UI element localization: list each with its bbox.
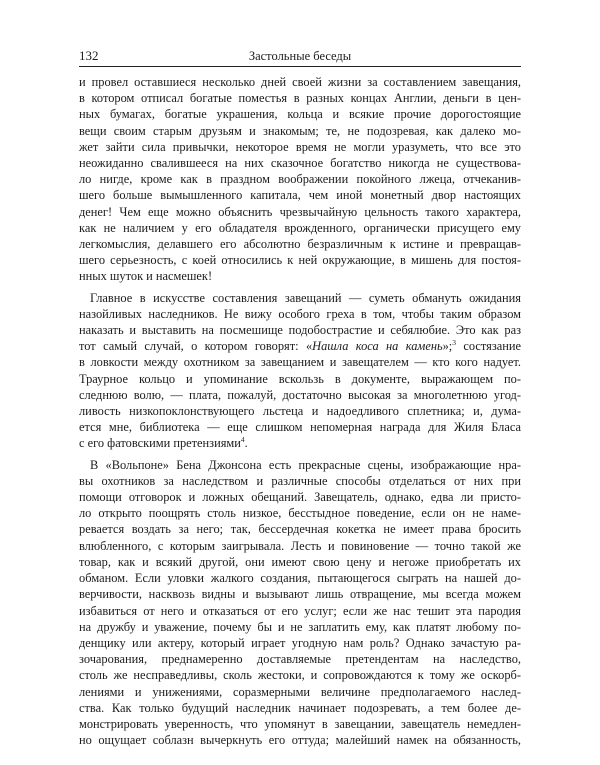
text-line bbox=[79, 435, 521, 451]
running-title: Застольные беседы bbox=[248, 49, 352, 63]
paragraph-2 bbox=[79, 290, 521, 452]
text-line: неожиданно свалившееся на них сказочное богатство никогда не существова- bbox=[79, 156, 521, 171]
body-text bbox=[79, 74, 521, 753]
text-fragment: . bbox=[244, 436, 248, 451]
text-line: следнюю волю, — плата, пожалуй, достаточно высокая за многолетнюю угод- bbox=[79, 387, 521, 402]
page-number: 132 bbox=[79, 48, 99, 63]
text-line: и провел оставшиеся несколько дней своей жизни за составлением завещания, bbox=[79, 75, 521, 89]
text-line: в котором отписал богатые поместья в разных концах Англии, деньги в цен- bbox=[79, 91, 521, 106]
text-line: нных шуток и насмешек! bbox=[79, 269, 213, 284]
text-line: вы охотников за наследством и различные способы отделаться от них при bbox=[79, 473, 521, 488]
text-line: обманом. Если уловки жалкого создания, пытающегося сыграть на нашей до- bbox=[79, 571, 521, 586]
text-line: вещи своим старым друзьям и знакомым; те, не подозревая, как далеко мо- bbox=[79, 123, 521, 138]
text-line: помощи отговорок и ложных обещаний. Завещатель, однако, едва ли присто- bbox=[79, 490, 521, 505]
text-line: зочарования, преднамеренно доставляемые претендентам на наследство, bbox=[79, 652, 521, 667]
text-line: назойливых наследников. Не вижу особого греха в том, чтобы таким образом bbox=[79, 306, 521, 321]
text-line: наказать и выставить на посмешище подобострастие и себялюбие. Это как раз bbox=[79, 323, 521, 338]
text-line: ло нигде, кроме как в праздном воображении покойного лжеца, отчеканив- bbox=[79, 172, 521, 187]
paragraph-3 bbox=[79, 457, 521, 749]
running-header bbox=[79, 48, 521, 64]
text-line: в ловкости между охотником за завещанием и завещателем — кто кого надует. bbox=[79, 355, 521, 370]
text-line: товар, как и всякий другой, они имеют свою цену и негоже приобретать их bbox=[79, 554, 521, 569]
text-line: ется мне, библиотека — еще слишком непомерная награда для Жиля Бласа bbox=[79, 420, 521, 435]
text-line: ства. Как только будущий наследник начинает подозревать, а тем более де- bbox=[79, 700, 521, 715]
text-line: В «Вольпоне» Бена Джонсона есть прекрасные сцены, изображающие нра- bbox=[90, 457, 521, 472]
quote-close: »; bbox=[442, 339, 453, 354]
text-line: влюбленного, с которым заигрывала. Лесть и повиновение — точно такой же bbox=[79, 538, 521, 553]
text-line: денег! Чем еще можно объяснить чрезвычайную цельность такого характера, bbox=[79, 204, 521, 219]
footnote-marker: 4 bbox=[240, 435, 245, 445]
text-line: ных бумагах, богатые украшения, кольца и всякие прочие дорогостоящие bbox=[79, 107, 521, 122]
text-line: избавиться от него и отказаться от его услуг; если же нас тешит эта пародия bbox=[79, 603, 521, 618]
text-line: как не наличием у его обладателя врожденного, органически присущего ему bbox=[79, 220, 521, 235]
text-line: столь же несправедливы, сколь жестоки, и сопровождаются к тому же оскорб- bbox=[79, 668, 521, 683]
text-line: денщику или актеру, который играет угодную нам роль? Однако зачастую ра- bbox=[79, 635, 521, 650]
footnote-marker: 3 bbox=[452, 338, 456, 348]
text-fragment: с его фатовскими претензиями bbox=[79, 436, 241, 451]
text-line: шего серьезность, с коей относились к ней окружающие, в мишень для постоя- bbox=[79, 253, 521, 268]
text-line: верчивости, насквозь видны и вызывают лишь отвращение, мы всегда можем bbox=[79, 587, 521, 602]
header-rule bbox=[79, 66, 521, 67]
quote-italic: Нашла коса на камень bbox=[312, 339, 443, 354]
text-line: на дружбу и уважение, почему бы и не заплатить ему, как платят любому по- bbox=[79, 619, 521, 634]
text-line: лениями и унижениями, соразмерными величине предполагаемого наслед- bbox=[79, 684, 521, 699]
text-line: жет зайти сила привычки, некоторое время не могли уразуметь, что все это bbox=[79, 139, 521, 154]
paragraph-1 bbox=[79, 74, 521, 285]
text-fragment: состязание bbox=[463, 339, 521, 354]
text-line: ревается воздать за него; так, бессердечная кокетка не имеет права бросить bbox=[79, 522, 521, 537]
text-line bbox=[79, 338, 521, 354]
text-line: шего больше вымышленного капитала, чем иной монетный двор настоящих bbox=[79, 188, 521, 203]
text-line: но ощущает соблазн вычеркнуть его оттуда; малейший намек на обязанность, bbox=[79, 733, 521, 748]
text-line: легкомыслия, делавшего его абсолютно безразличным к истине и превращав- bbox=[79, 237, 521, 252]
text-line: ливость низкопоклонствующего льстеца и надоедливого сплетника; и, дума- bbox=[79, 404, 521, 419]
text-line: Главное в искусстве составления завещаний — суметь обмануть ожидания bbox=[90, 290, 521, 305]
text-fragment: тот самый случай, о котором говорят: « bbox=[79, 339, 313, 354]
text-line: Траурное кольцо и упоминание вскользь в документе, выражающем по- bbox=[79, 371, 521, 386]
text-line: ло открыто поощрять столь низкое, бесстыдное поведение, если он не наме- bbox=[79, 506, 521, 521]
text-line: монстрировать уверенность, что упомянут в завещании, завещатель немедлен- bbox=[79, 716, 521, 731]
